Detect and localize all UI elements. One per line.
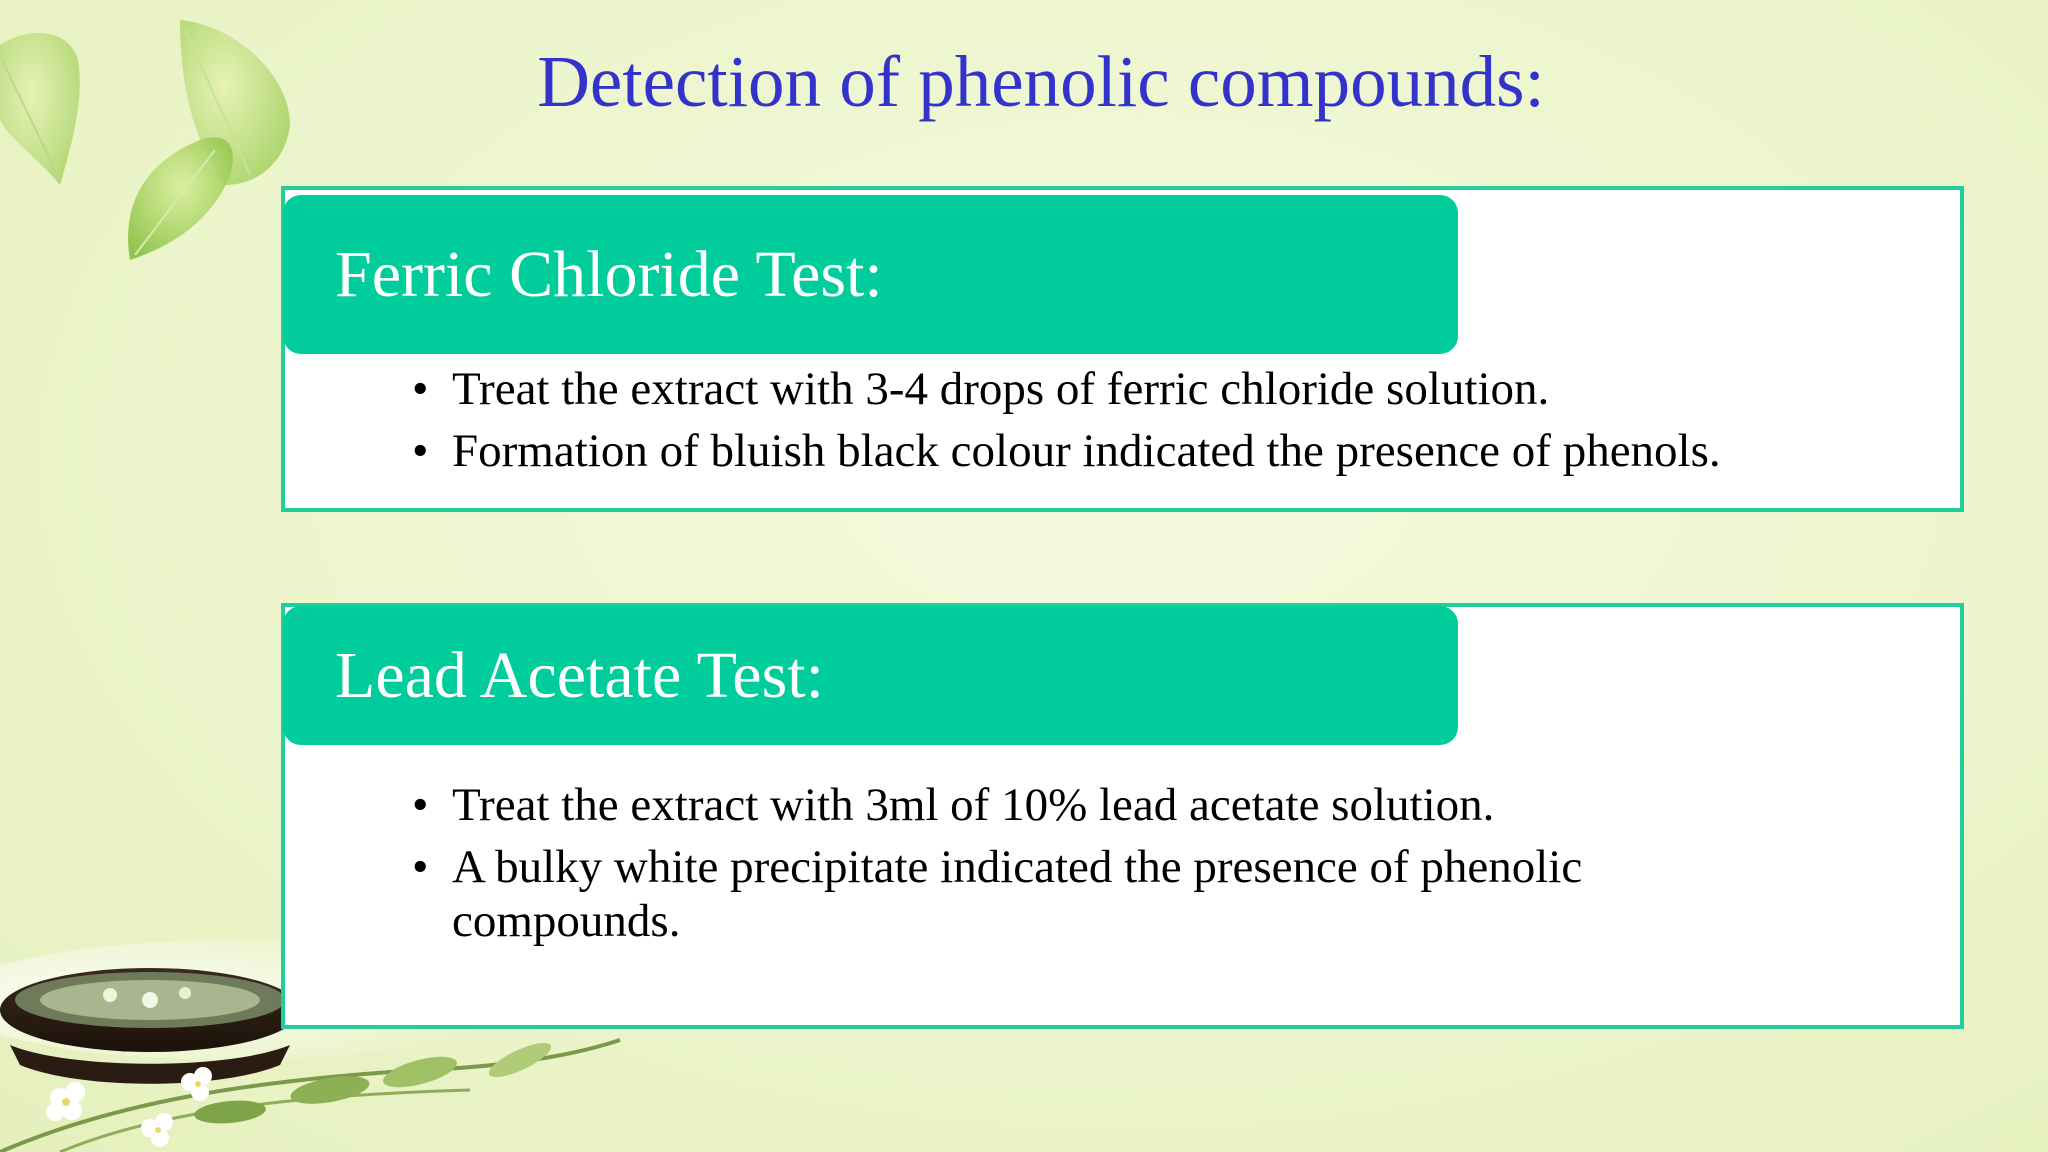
ferric-chloride-heading (283, 195, 1458, 354)
bullet-icon: • (412, 363, 429, 415)
lead-acetate-bullets (412, 778, 1952, 956)
bullet-text: A bulky white precipitate indicated the presence of phenolic compounds. (452, 841, 1583, 947)
bullet-icon: • (412, 841, 429, 893)
list-item (412, 778, 1952, 832)
bullet-text: Treat the extract with 3-4 drops of ferric chloride solution. (452, 363, 1550, 415)
lead-acetate-heading (283, 606, 1458, 745)
section-heading-text: Lead Acetate Test: (335, 638, 824, 712)
list-item (412, 362, 1952, 416)
ferric-chloride-bullets (412, 362, 1952, 486)
list-item (412, 424, 1952, 478)
page-title: Detection of phenolic compounds: (537, 41, 1545, 122)
section-heading-text: Ferric Chloride Test: (335, 237, 883, 311)
list-item (412, 840, 1722, 948)
bullet-icon: • (412, 779, 429, 831)
bullet-text: Treat the extract with 3ml of 10% lead acetate solution. (452, 779, 1495, 831)
bullet-text: Formation of bluish black colour indicated the presence of phenols. (452, 425, 1721, 477)
bullet-icon: • (412, 425, 429, 477)
